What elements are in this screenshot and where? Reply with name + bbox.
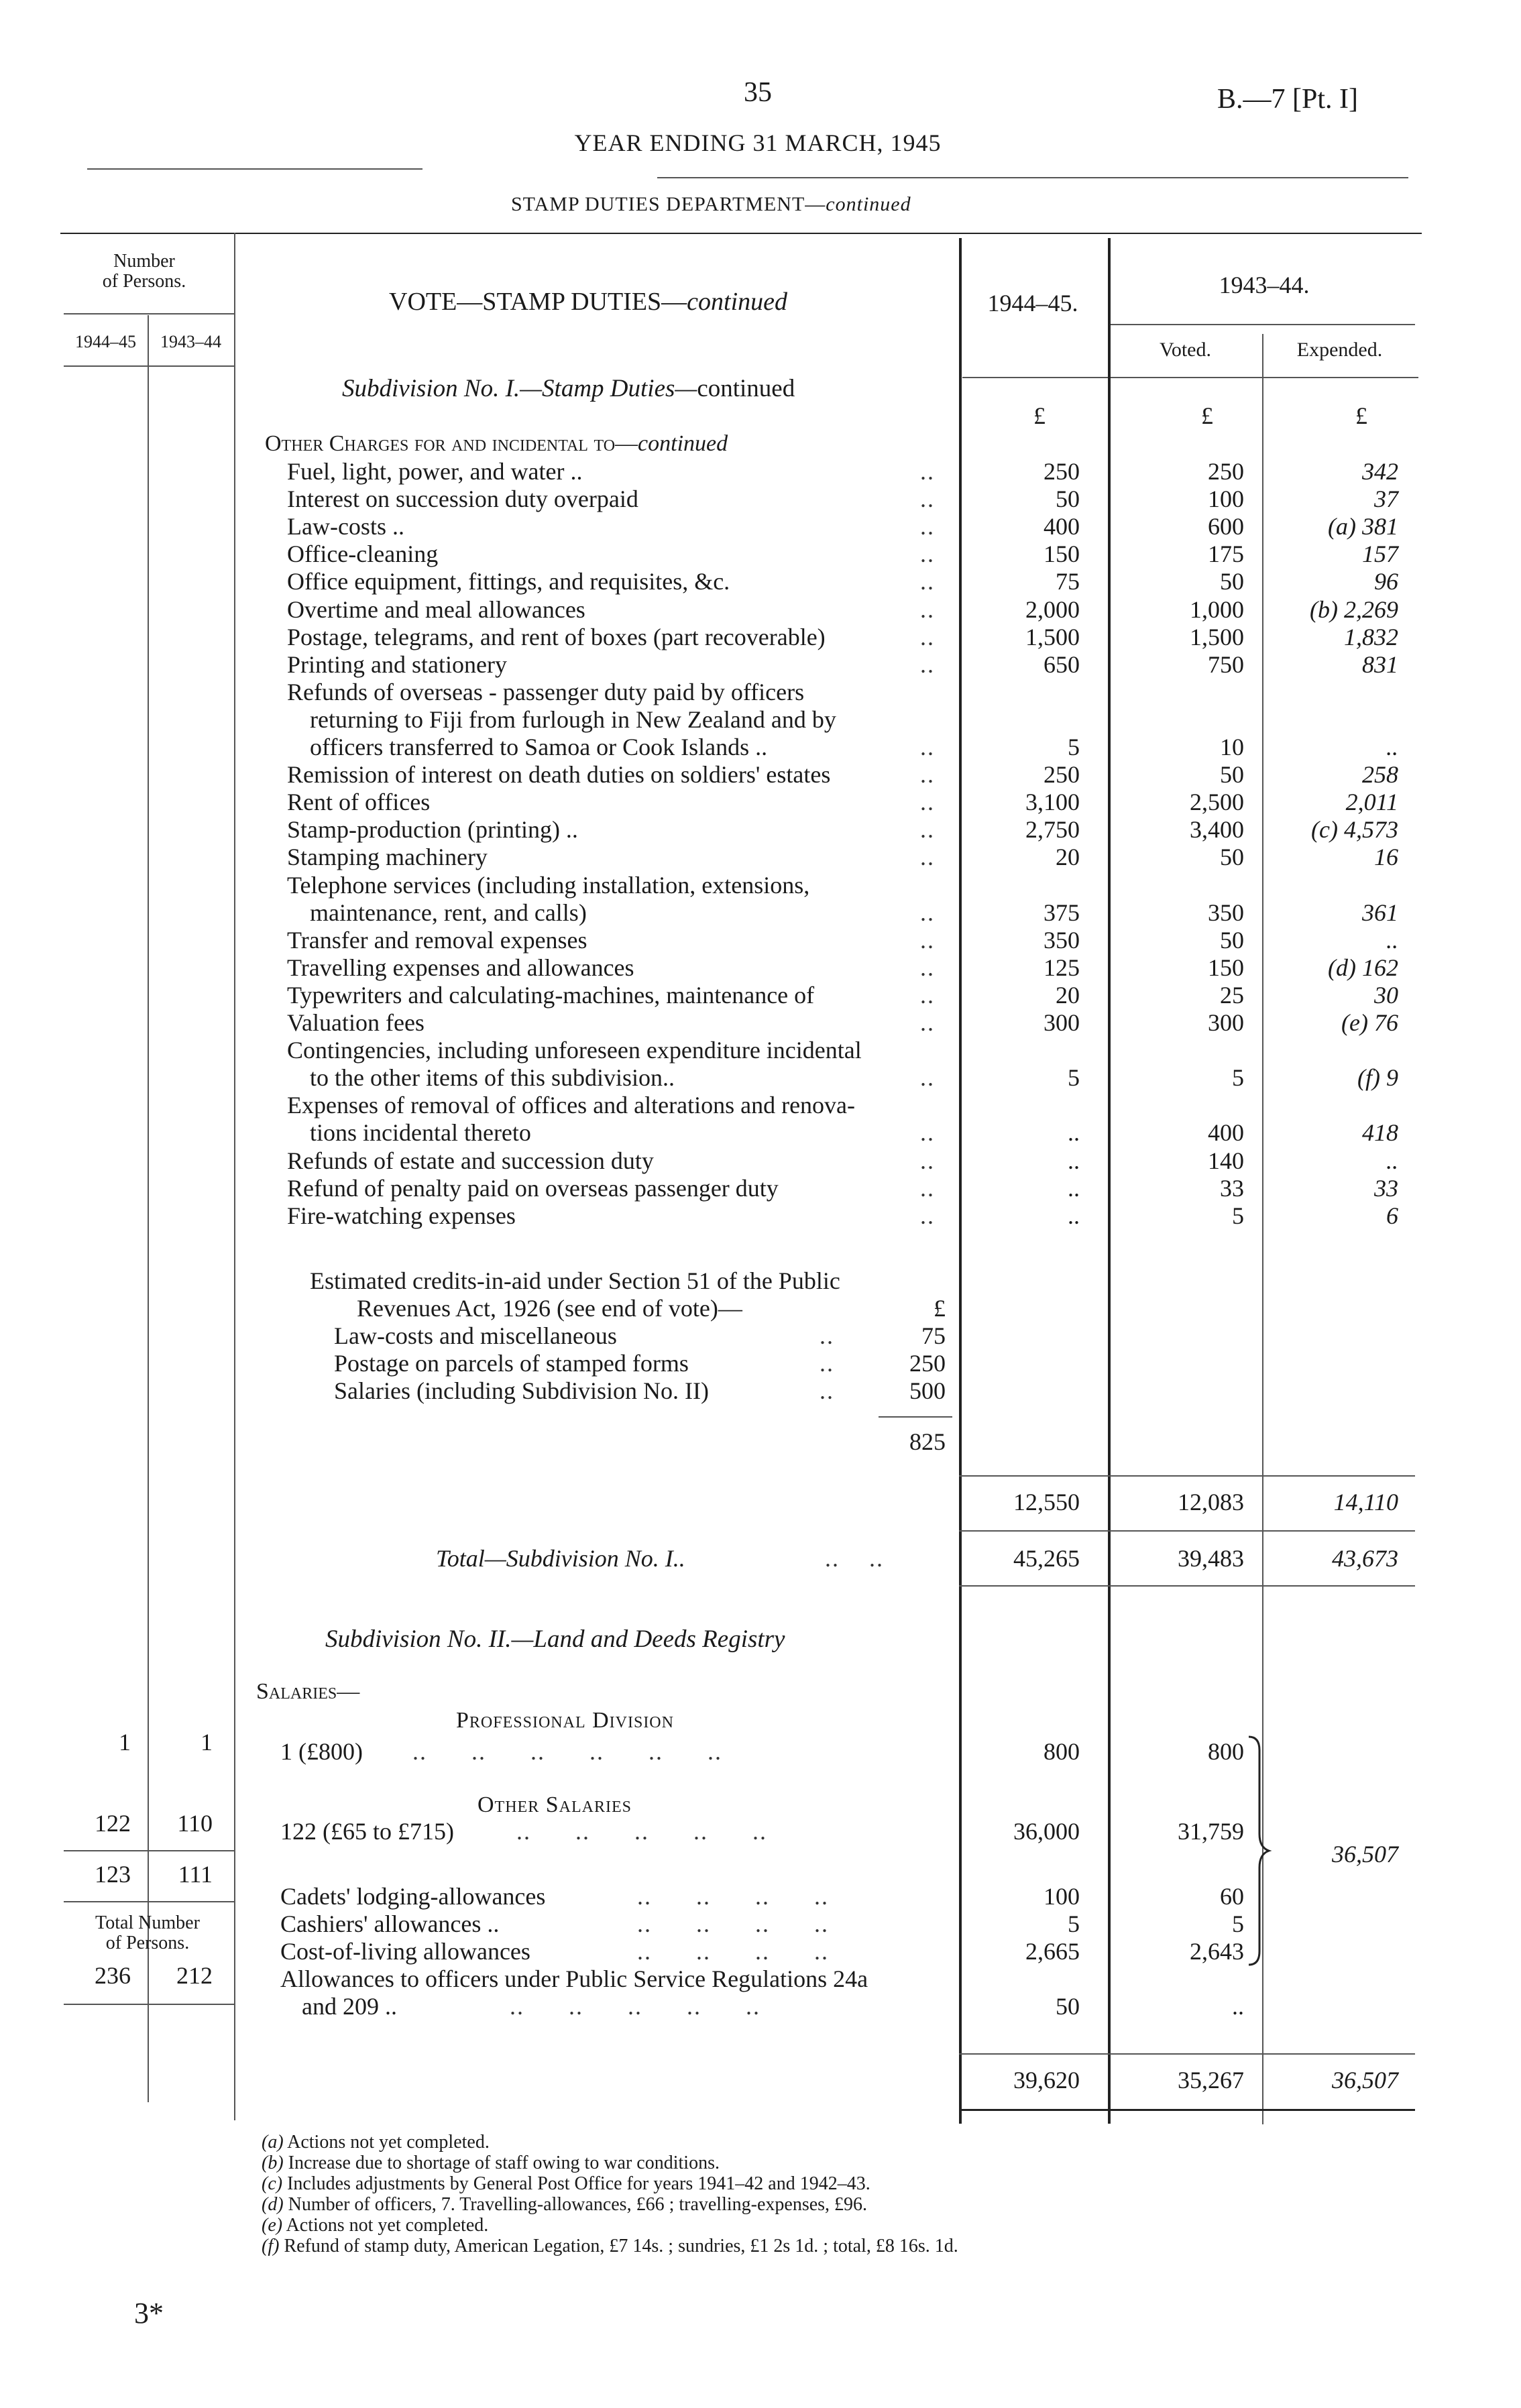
col-allowance-label: Cost-of-living allowances	[280, 1938, 530, 1965]
charge-1944-45: 400	[1044, 513, 1080, 540]
allowances-dots: .. .. .. .. ..	[510, 1993, 760, 2020]
other-b: 31,759	[1178, 1818, 1244, 1845]
footnote-text: Actions not yet completed.	[287, 2132, 490, 2153]
footnote	[262, 2195, 867, 2215]
total-persons-a: 236	[95, 1962, 131, 1989]
charge-voted: 50	[1220, 761, 1244, 788]
charge-expended: (e) 76	[1341, 1009, 1398, 1036]
other-charges-continued: continued	[638, 431, 728, 456]
charge-expended: 258	[1362, 761, 1398, 788]
charge-voted: 300	[1208, 1009, 1244, 1036]
charge-label: maintenance, rent, and calls)	[310, 899, 587, 926]
charge-1944-45: 20	[1056, 844, 1080, 870]
charge-expended: 2,011	[1345, 789, 1398, 815]
charge-label: Transfer and removal expenses	[287, 927, 587, 954]
col-header-rule	[1110, 324, 1415, 325]
charge-1944-45: 300	[1044, 1009, 1080, 1036]
leader-dots: ..	[920, 954, 935, 981]
footnote-text: Includes adjustments by General Post Office for years 1941–42 and 1942–43.	[287, 2173, 870, 2194]
persons-year-b: 1943–44	[160, 332, 221, 351]
col-rule-2	[1108, 238, 1111, 2124]
persons-rule-1	[64, 313, 235, 314]
charge-1944-45: 20	[1056, 982, 1080, 1009]
leader-dots: ..	[920, 458, 935, 485]
persons-rule-5	[64, 2004, 235, 2005]
charge-expended: 16	[1374, 844, 1398, 870]
charge-label: Law-costs ..	[287, 513, 404, 540]
charge-label: Stamping machinery	[287, 844, 488, 870]
total-sub1-b: 39,483	[1178, 1545, 1244, 1572]
charge-voted: 2,500	[1190, 789, 1244, 815]
credit-label-1: Postage on parcels of stamped forms	[334, 1350, 689, 1377]
charge-voted: 250	[1208, 458, 1244, 485]
charge-expended: 30	[1374, 982, 1398, 1009]
leader-dots: ..	[920, 624, 935, 650]
sub2-total-rule-top	[959, 2053, 1415, 2055]
header-rule-left	[87, 168, 422, 170]
prof-a: 800	[1044, 1738, 1080, 1765]
department-continued: continued	[826, 193, 911, 215]
charge-label: Contingencies, including unforeseen expenditure incidental	[287, 1037, 862, 1064]
charge-label: officers transferred to Samoa or Cook Islands ..	[310, 734, 768, 760]
persons-row2-a: 122	[95, 1810, 131, 1837]
pound-col-c: £	[1355, 402, 1367, 429]
charge-expended: (b) 2,269	[1310, 596, 1398, 623]
department-name: STAMP DUTIES DEPARTMENT—	[511, 193, 826, 215]
charge-voted: 100	[1208, 485, 1244, 512]
cadets-label: Cadets' lodging-allowances	[280, 1883, 546, 1910]
footnote-mark: (a)	[262, 2132, 284, 2153]
persons-rule-4	[64, 1901, 235, 1902]
footnote	[262, 2174, 870, 2194]
footnote-text: Refund of stamp duty, American Legation, £7 14s. ; sundries, £1 2s 1d. ; total, £8 16s. 1d.	[284, 2236, 958, 2256]
leader-dots: ..	[920, 596, 935, 623]
leader-dots: ..	[920, 816, 935, 843]
charge-voted: 5	[1232, 1202, 1244, 1229]
charge-voted: 50	[1220, 568, 1244, 595]
cadets-b: 60	[1220, 1883, 1244, 1910]
charge-voted: 140	[1208, 1147, 1244, 1174]
pound-col-b: £	[1201, 402, 1213, 429]
persons-year-a: 1944–45	[75, 332, 136, 351]
reference-code: B.—7 [Pt. I]	[1217, 84, 1358, 115]
charge-expended: ..	[1386, 1147, 1398, 1174]
other-dots: .. .. .. .. ..	[516, 1818, 767, 1845]
persons-rule-2	[64, 365, 235, 367]
charge-label: Fire-watching expenses	[287, 1202, 516, 1229]
subtotal-rule-bottom	[959, 1530, 1415, 1532]
charge-label: Refunds of estate and succession duty	[287, 1147, 654, 1174]
footnote-text: Actions not yet completed.	[286, 2215, 489, 2236]
subtotal-c: 14,110	[1333, 1489, 1398, 1515]
sub2-total-rule-bottom	[959, 2109, 1415, 2111]
charge-1944-45: 125	[1044, 954, 1080, 981]
sub2-total-b: 35,267	[1178, 2067, 1244, 2094]
charge-voted: 5	[1232, 1064, 1244, 1091]
credit-value-2: 500	[909, 1377, 946, 1404]
charge-1944-45: ..	[1068, 1119, 1080, 1146]
charge-1944-45: ..	[1068, 1202, 1080, 1229]
leader-dots: ..	[920, 844, 935, 870]
charge-label: Printing and stationery	[287, 651, 507, 678]
leader-dots: ..	[920, 789, 935, 815]
persons-row1-a: 1	[119, 1729, 131, 1756]
charge-label: Valuation fees	[287, 1009, 425, 1036]
allowances-a: 50	[1056, 1993, 1080, 2020]
charge-label: Travelling expenses and allowances	[287, 954, 634, 981]
total-sub1-rule	[959, 1585, 1415, 1587]
credit-label-0: Law-costs and miscellaneous	[334, 1322, 617, 1349]
charge-expended: (c) 4,573	[1311, 816, 1398, 843]
credit-dots-1: ..	[820, 1350, 834, 1377]
charge-label: Fuel, light, power, and water ..	[287, 458, 583, 485]
persons-row1-b: 1	[201, 1729, 213, 1756]
col-rule-1	[959, 238, 962, 2124]
charge-expended: (a) 381	[1328, 513, 1398, 540]
col-1943-header: 1943–44.	[1219, 272, 1310, 298]
footnote	[262, 2236, 958, 2256]
allowances-line2: and 209 ..	[302, 1993, 397, 2020]
charge-expended: 96	[1374, 568, 1398, 595]
footnote-text: Number of officers, 7. Travelling-allowances, £66 ; travelling-expenses, £96.	[288, 2194, 868, 2215]
salaries-heading: Salaries—	[256, 1679, 360, 1704]
col-1944-header: 1944–45.	[987, 290, 1078, 317]
charge-expended: (d) 162	[1328, 954, 1398, 981]
charge-1944-45: 375	[1044, 899, 1080, 926]
persons-rule-3	[64, 1850, 235, 1851]
leader-dots: ..	[920, 1009, 935, 1036]
charge-expended: ..	[1386, 927, 1398, 954]
total-sub1-c: 43,673	[1332, 1545, 1398, 1572]
footnote-mark: (b)	[262, 2153, 284, 2173]
charge-1944-45: 5	[1068, 1064, 1080, 1091]
persons-right-border	[234, 233, 235, 2120]
charge-expended: 342	[1362, 458, 1398, 485]
leader-dots: ..	[920, 1147, 935, 1174]
allowances-b: ..	[1232, 1993, 1244, 2020]
charge-voted: 150	[1208, 954, 1244, 981]
charge-label: to the other items of this subdivision..	[310, 1064, 675, 1091]
credit-value-1: 250	[909, 1350, 946, 1377]
charge-label: Typewriters and calculating-machines, maintenance of	[287, 982, 815, 1009]
voted-header: Voted.	[1160, 339, 1211, 361]
charge-1944-45: 250	[1044, 458, 1080, 485]
charge-expended: 33	[1374, 1175, 1398, 1202]
sub2-heading: Subdivision No. II.—Land and Deeds Registry	[325, 1625, 785, 1653]
cashiers-dots: .. .. .. ..	[637, 1910, 829, 1937]
total-number-label: Total Number	[95, 1912, 200, 1933]
leader-dots: ..	[920, 1202, 935, 1229]
professional-division-heading: Professional Division	[456, 1708, 674, 1733]
footnote-mark: (c)	[262, 2173, 283, 2194]
other-a: 36,000	[1013, 1818, 1080, 1845]
leader-dots: ..	[920, 1064, 935, 1091]
charge-1944-45: 5	[1068, 734, 1080, 760]
pound-col-a: £	[1033, 402, 1046, 429]
vote-title-continued: continued	[687, 288, 788, 316]
sub1-heading-text: Subdivision No. I.—Stamp Duties—	[342, 375, 697, 402]
other-salaries-heading: Other Salaries	[477, 1792, 632, 1817]
credit-dots-2: ..	[820, 1377, 834, 1404]
subtotal-b: 12,083	[1178, 1489, 1244, 1515]
charge-1944-45: ..	[1068, 1147, 1080, 1174]
credit-value-0: 75	[921, 1322, 946, 1349]
total-sub1-label: Total—Subdivision No. I..	[436, 1545, 685, 1572]
charge-label: Remission of interest on death duties on soldiers' estates	[287, 761, 831, 788]
charge-label: Stamp-production (printing) ..	[287, 816, 578, 843]
leader-dots: ..	[920, 899, 935, 926]
leader-dots: ..	[920, 1175, 935, 1202]
footnote-text: Increase due to shortage of staff owing to war conditions.	[288, 2153, 720, 2173]
prof-b: 800	[1208, 1738, 1244, 1765]
cadets-dots: .. .. .. ..	[637, 1883, 829, 1910]
charge-1944-45: 350	[1044, 927, 1080, 954]
footnote-mark: (d)	[262, 2194, 284, 2215]
credits-pound: £	[934, 1295, 946, 1322]
vote-title-text: VOTE—STAMP DUTIES—	[389, 288, 687, 316]
charge-voted: 50	[1220, 927, 1244, 954]
footnote	[262, 2132, 490, 2153]
charge-1944-45: 250	[1044, 761, 1080, 788]
leader-dots: ..	[920, 982, 935, 1009]
charge-voted: 600	[1208, 513, 1244, 540]
other-charges-text: Other Charges for and incidental to—	[265, 431, 638, 456]
charge-label: Rent of offices	[287, 789, 431, 815]
prof-dots: .. .. .. .. .. ..	[412, 1738, 722, 1765]
charge-label: returning to Fiji from furlough in New Zealand and by	[310, 706, 836, 733]
charge-label: Office equipment, fittings, and requisites, &c.	[287, 568, 730, 595]
vote-title	[389, 288, 787, 315]
sub2-total-c: 36,507	[1332, 2067, 1398, 2094]
charge-label: Interest on succession duty overpaid	[287, 485, 638, 512]
footnote-mark: (f)	[262, 2236, 280, 2256]
leader-dots: ..	[920, 540, 935, 567]
charge-voted: 1,000	[1190, 596, 1244, 623]
leader-dots: ..	[920, 761, 935, 788]
expended-header: Expended.	[1296, 339, 1383, 361]
leader-dots: ..	[920, 927, 935, 954]
col-allowance-b: 2,643	[1190, 1938, 1244, 1965]
charge-expended: ..	[1386, 734, 1398, 760]
sub2-total-a: 39,620	[1013, 2067, 1080, 2094]
credits-total-rule	[879, 1416, 952, 1418]
cadets-a: 100	[1044, 1883, 1080, 1910]
leader-dots: ..	[920, 568, 935, 595]
total-persons-b: 212	[176, 1962, 213, 1989]
year-title: YEAR ENDING 31 MARCH, 1945	[574, 129, 942, 156]
charge-1944-45: 1,500	[1025, 624, 1080, 650]
charge-1944-45: 50	[1056, 485, 1080, 512]
department-title	[511, 191, 911, 218]
charge-voted: 50	[1220, 844, 1244, 870]
credits-total: 825	[909, 1428, 946, 1455]
sub1-heading	[342, 376, 795, 402]
charge-expended: 831	[1362, 651, 1398, 678]
charge-voted: 25	[1220, 982, 1244, 1009]
total-of-persons-label: of Persons.	[105, 1933, 190, 1953]
charge-voted: 175	[1208, 540, 1244, 567]
leader-dots: ..	[920, 1119, 935, 1146]
charge-voted: 3,400	[1190, 816, 1244, 843]
charge-voted: 1,500	[1190, 624, 1244, 650]
charge-voted: 750	[1208, 651, 1244, 678]
charge-expended: 1,832	[1344, 624, 1398, 650]
charge-label: Office-cleaning	[287, 540, 439, 567]
top-rule	[60, 233, 1422, 234]
charge-label: Expenses of removal of offices and alterations and renova-	[287, 1092, 856, 1119]
of-persons-label: of Persons.	[102, 271, 186, 292]
header-rule-right	[657, 177, 1408, 178]
charge-1944-45: 3,100	[1025, 789, 1080, 815]
persons-row3-a: 123	[95, 1861, 131, 1888]
subtotal-a: 12,550	[1013, 1489, 1080, 1515]
charge-label: Postage, telegrams, and rent of boxes (part recoverable)	[287, 624, 826, 650]
col-allowance-a: 2,665	[1025, 1938, 1080, 1965]
charge-1944-45: 75	[1056, 568, 1080, 595]
charge-expended: (f) 9	[1357, 1064, 1398, 1091]
footnote-mark: (e)	[262, 2215, 283, 2236]
other-charges-heading	[265, 431, 728, 457]
charge-expended: 418	[1362, 1119, 1398, 1146]
prof-item: 1 (£800)	[280, 1738, 363, 1765]
brace-total: 36,507	[1332, 1841, 1398, 1868]
credits-line1: Estimated credits-in-aid under Section 51 of the Public	[310, 1267, 840, 1294]
footnote	[262, 2216, 488, 2236]
other-item: 122 (£65 to £715)	[280, 1818, 454, 1845]
sub1-heading-continued: continued	[697, 375, 795, 402]
charge-voted: 350	[1208, 899, 1244, 926]
col-allowance-dots: .. .. .. ..	[637, 1938, 829, 1965]
charge-1944-45: ..	[1068, 1175, 1080, 1202]
total-sub1-dots: .. ..	[825, 1545, 884, 1572]
leader-dots: ..	[920, 734, 935, 760]
leader-dots: ..	[920, 651, 935, 678]
footnote	[262, 2153, 720, 2173]
charge-label: Telephone services (including installation, extensions,	[287, 872, 810, 899]
charge-voted: 33	[1220, 1175, 1244, 1202]
credit-label-2: Salaries (including Subdivision No. II)	[334, 1377, 709, 1404]
charge-1944-45: 2,750	[1025, 816, 1080, 843]
charge-expended: 157	[1362, 540, 1398, 567]
signature-mark: 3*	[134, 2297, 164, 2330]
charge-1944-45: 650	[1044, 651, 1080, 678]
total-sub1-a: 45,265	[1013, 1545, 1080, 1572]
credits-line2: Revenues Act, 1926 (see end of vote)—	[357, 1295, 742, 1322]
allowances-line1: Allowances to officers under Public Service Regulations 24a	[280, 1965, 868, 1992]
charge-label: Refund of penalty paid on overseas passenger duty	[287, 1175, 779, 1202]
subtotal-rule-top	[959, 1475, 1415, 1477]
charge-label: Refunds of overseas - passenger duty paid by officers	[287, 679, 805, 705]
persons-row2-b: 110	[177, 1810, 213, 1837]
charge-voted: 10	[1220, 734, 1244, 760]
charge-expended: 361	[1362, 899, 1398, 926]
col-header-bottom-rule	[962, 377, 1418, 378]
cashiers-label: Cashiers' allowances ..	[280, 1910, 500, 1937]
charge-1944-45: 2,000	[1025, 596, 1080, 623]
credit-dots-0: ..	[820, 1322, 834, 1349]
number-label: Number	[113, 251, 175, 272]
charge-voted: 400	[1208, 1119, 1244, 1146]
persons-row3-b: 111	[178, 1861, 213, 1888]
charge-expended: 37	[1374, 485, 1398, 512]
page-number: 35	[744, 77, 772, 108]
charge-label: Overtime and meal allowances	[287, 596, 585, 623]
cashiers-a: 5	[1068, 1910, 1080, 1937]
leader-dots: ..	[920, 485, 935, 512]
leader-dots: ..	[920, 513, 935, 540]
charge-expended: 6	[1386, 1202, 1398, 1229]
charge-label: tions incidental thereto	[310, 1119, 531, 1146]
charge-1944-45: 150	[1044, 540, 1080, 567]
cashiers-b: 5	[1232, 1910, 1244, 1937]
